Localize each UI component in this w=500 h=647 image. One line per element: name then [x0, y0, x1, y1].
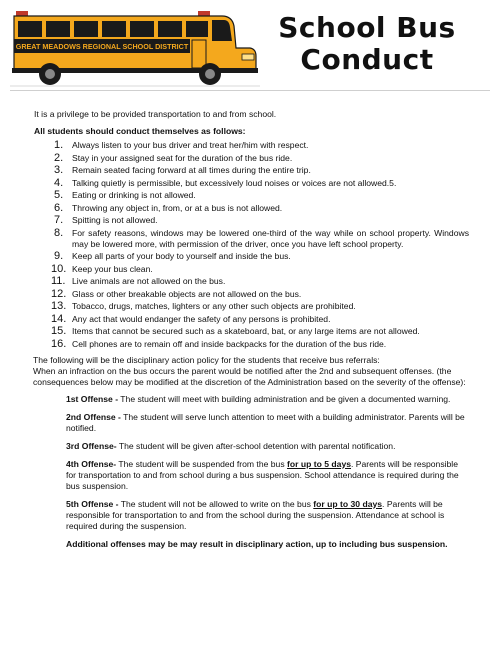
item-number: 1.	[54, 139, 64, 151]
item-number: 12.	[51, 287, 67, 300]
item-number: 3.	[54, 164, 64, 176]
page-title: School Bus Conduct	[278, 11, 456, 76]
offense-label: 4th Offense-	[66, 458, 117, 469]
item-text: Always listen to your bus driver and treat her/him with respect.	[72, 140, 309, 150]
list-item	[54, 164, 469, 176]
item-text: Keep your bus clean.	[72, 263, 153, 274]
offense-list	[66, 394, 468, 550]
list-item	[51, 262, 469, 275]
page-header	[0, 0, 500, 100]
list-item	[54, 189, 469, 201]
list-item	[54, 226, 469, 250]
policy-line-1: The following will be the disciplinary action policy for the students that receive bus referrals:	[33, 354, 380, 365]
offense-text: The student will serve lunch attention to meet with a building administrator. Parents will be notified.	[66, 411, 465, 433]
bus-sign-text: GREAT MEADOWS REGIONAL SCHOOL DISTRICT	[15, 42, 189, 51]
item-number: 15.	[51, 325, 67, 337]
item-number: 2.	[54, 151, 64, 164]
offense-label: 5th Offense -	[66, 498, 119, 509]
item-text: Remain seated facing forward at all times during the entire trip.	[72, 165, 311, 175]
list-item	[51, 325, 469, 337]
offense-text: The student will not be allowed to write on the bus	[118, 498, 314, 509]
header-divider	[10, 90, 490, 91]
intro-text: It is a privilege to be provided transportation to and from school.	[34, 109, 277, 119]
offense-1	[66, 394, 468, 405]
offense-duration: for up to 30 days	[313, 498, 383, 509]
offense-text: The student will meet with building administration and be given a documented warning.	[118, 393, 451, 404]
list-item	[51, 300, 469, 312]
offense-5	[66, 499, 468, 532]
item-text: Eating or drinking is not allowed.	[72, 190, 196, 200]
item-number: 16.	[51, 337, 67, 350]
item-number: 14.	[51, 312, 67, 325]
item-number: 9.	[54, 250, 64, 262]
item-text: Glass or other breakable objects are not allowed on the bus.	[72, 288, 302, 299]
item-number: 8.	[54, 226, 64, 239]
item-text: Throwing any object in, from, or at a bus is not allowed.	[72, 202, 283, 213]
item-number: 10.	[51, 262, 67, 275]
conduct-lead: All students should conduct themselves as follows:	[34, 126, 246, 136]
roof-light-right	[198, 11, 210, 16]
item-number: 4.	[54, 176, 64, 189]
item-number: 11.	[51, 275, 66, 287]
item-number: 6.	[54, 201, 64, 214]
item-text: Talking quietly is permissible, but excessively loud noises or voices are not allowed.5.	[72, 177, 397, 188]
closing-statement: Additional offenses may be may result in disciplinary action, up to including bus suspension.	[66, 538, 448, 549]
item-text: Live animals are not allowed on the bus.	[72, 276, 226, 286]
roof-light-left	[16, 11, 28, 16]
item-text: Tobacco, drugs, matches, lighters or any other such objects are prohibited.	[72, 301, 356, 311]
item-number: 13.	[51, 300, 67, 312]
offense-text: The student will be given after-school detention with parental notification.	[116, 440, 396, 451]
list-item	[51, 275, 469, 287]
document-body	[34, 109, 469, 557]
offense-text-cont: . Parents will be responsible for transportation to and from the school during the suspension. Attendance at school is required during the suspension.	[66, 498, 445, 531]
item-text: Stay in your assigned seat for the duration of the bus ride.	[72, 152, 293, 163]
headlight	[242, 54, 254, 60]
offense-label: 3rd Offense-	[66, 440, 117, 451]
policy-line-2: When an infraction on the bus occurs the parent would be notified after the 2nd and subsequent offenses. (the consequences below may be modified at the discretion of the Administration based on the severity of the offense):	[33, 365, 466, 387]
list-item	[54, 214, 469, 226]
conduct-rules-list	[34, 140, 469, 350]
offense-3	[66, 441, 468, 452]
offense-4	[66, 459, 468, 492]
item-text: Keep all parts of your body to yourself and inside the bus.	[72, 251, 291, 261]
list-item	[51, 312, 469, 325]
item-number: 5.	[54, 189, 64, 201]
item-text: Items that cannot be secured such as a skateboard, bat, or any large items are not allowed.	[72, 326, 420, 336]
item-text: Spitting is not allowed.	[72, 215, 158, 225]
offense-2	[66, 412, 468, 434]
offense-duration: for up to 5 days	[287, 458, 351, 469]
item-text: Cell phones are to remain off and inside backpacks for the duration of the bus ride.	[72, 338, 387, 349]
list-item	[54, 151, 469, 164]
offense-label: 1st Offense -	[66, 393, 119, 404]
policy-intro	[33, 355, 469, 388]
item-text: For safety reasons, windows may be lowered one-third of the way while on school property. Windows may be lowered more, with permission of the driver, once you have left school property.	[72, 227, 469, 249]
offense-label: 2nd Offense -	[66, 411, 121, 422]
list-item	[51, 337, 469, 350]
list-item	[54, 176, 469, 189]
list-item	[51, 287, 469, 300]
item-text: Any act that would endanger the safety of any persons is prohibited.	[72, 313, 331, 324]
offense-text: The student will be suspended from the bus	[116, 458, 288, 469]
list-item	[54, 139, 469, 151]
list-item	[54, 201, 469, 214]
list-item	[54, 250, 469, 262]
item-number: 7.	[54, 214, 64, 226]
offense-text-cont: . Parents will be responsible for transportation to and from school during a bus suspension. School attendance is required during the bus suspension.	[66, 458, 459, 491]
school-bus-illustration	[10, 8, 260, 88]
